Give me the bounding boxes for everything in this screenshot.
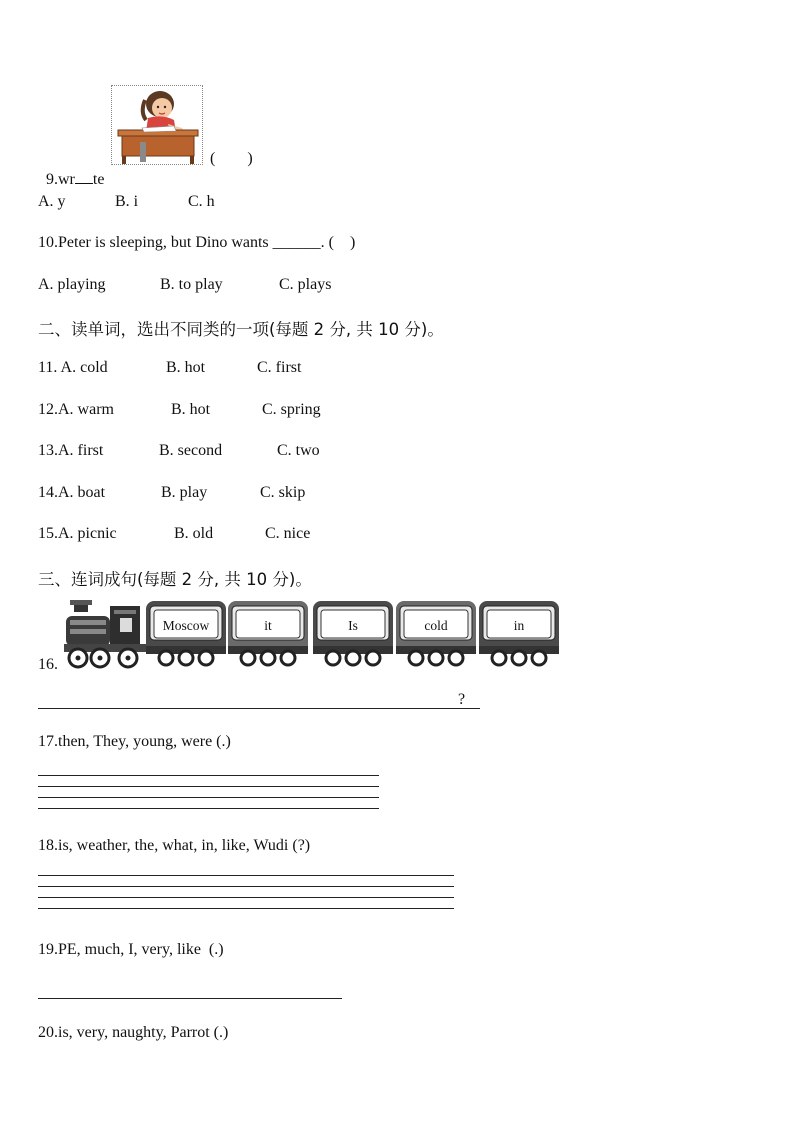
train-car-5 xyxy=(479,601,559,665)
q13-option-c[interactable]: C. two xyxy=(277,442,320,459)
q18-question: 18.is, weather, the, what, in, like, Wudi (?) xyxy=(38,837,311,854)
q14-option-a[interactable]: A. boat xyxy=(58,484,106,501)
q16-number: 16. xyxy=(38,656,58,673)
q9-option-c[interactable]: C. h xyxy=(188,193,215,210)
q17-answer-line-2[interactable] xyxy=(38,786,379,787)
q15-option-b[interactable]: B. old xyxy=(174,525,214,542)
q9-option-b[interactable]: B. i xyxy=(115,193,139,210)
q20-question: 20.is, very, naughty, Parrot (.) xyxy=(38,1024,229,1041)
q17-question: 17.then, They, young, were (.) xyxy=(38,733,231,750)
q13-option-b[interactable]: B. second xyxy=(159,442,223,459)
q18-answer-line-3[interactable] xyxy=(38,897,454,898)
train-car-3 xyxy=(313,601,393,665)
q12-option-a[interactable]: A. warm xyxy=(58,401,114,418)
q12-number: 12. xyxy=(38,401,58,418)
q16-word-5: in xyxy=(513,618,525,633)
q16-answer-line[interactable] xyxy=(38,708,480,709)
q17-answer-line-4[interactable] xyxy=(38,808,379,809)
q9-line xyxy=(38,149,104,190)
q13-number: 13. xyxy=(38,442,58,459)
q11-line xyxy=(38,358,108,378)
q19-question: 19.PE, much, I, very, like (.) xyxy=(38,941,224,958)
q14-line xyxy=(38,483,105,503)
train-car-4 xyxy=(396,601,476,665)
train-car-1 xyxy=(146,601,226,665)
q11-option-b[interactable]: B. hot xyxy=(166,359,206,376)
q15-number: 15. xyxy=(38,525,58,542)
q11-number: 11. xyxy=(38,359,61,376)
train-car-2 xyxy=(228,601,308,665)
q16-question-mark: ? xyxy=(458,691,466,708)
q16-word-4: cold xyxy=(424,618,448,633)
girl-writing-picture xyxy=(111,85,203,165)
q19-answer-line[interactable] xyxy=(38,998,342,999)
q9-answer-paren[interactable]: ( ) xyxy=(210,150,253,167)
q14-option-b[interactable]: B. play xyxy=(161,484,208,501)
q12-option-b[interactable]: B. hot xyxy=(171,401,211,418)
locomotive-icon xyxy=(64,600,146,667)
q15-option-c[interactable]: C. nice xyxy=(265,525,311,542)
train-word-picture xyxy=(62,598,568,674)
q10-option-b[interactable]: B. to play xyxy=(160,276,223,293)
q9-option-a[interactable]: A. y xyxy=(38,193,66,210)
q16-word-2: it xyxy=(264,618,272,633)
q12-option-c[interactable]: C. spring xyxy=(262,401,321,418)
q18-answer-line-2[interactable] xyxy=(38,886,454,887)
section2-heading: 二、读单词，选出不同类的一项(每题 2 分, 共 10 分)。 xyxy=(38,320,444,339)
section3-heading: 三、连词成句(每题 2 分, 共 10 分)。 xyxy=(38,570,312,589)
q11-option-c[interactable]: C. first xyxy=(257,359,302,376)
q10-question: 10.Peter is sleeping, but Dino wants ______. ( ) xyxy=(38,234,356,251)
q18-answer-line-1[interactable] xyxy=(38,875,454,876)
q9-prefix: 9.wr xyxy=(46,171,75,188)
q10-option-c[interactable]: C. plays xyxy=(279,276,332,293)
q12-line xyxy=(38,400,114,420)
q13-option-a[interactable]: A. first xyxy=(58,442,104,459)
q13-line xyxy=(38,441,103,461)
q15-line xyxy=(38,524,117,544)
q17-answer-line-1[interactable] xyxy=(38,775,379,776)
q16-word-3: Is xyxy=(348,618,358,633)
q17-answer-line-3[interactable] xyxy=(38,797,379,798)
q18-answer-line-4[interactable] xyxy=(38,908,454,909)
q11-option-a[interactable]: A. cold xyxy=(60,359,108,376)
q16-word-1: Moscow xyxy=(162,618,210,633)
q14-number: 14. xyxy=(38,484,58,501)
q9-suffix: te xyxy=(92,171,105,188)
q15-option-a[interactable]: A. picnic xyxy=(58,525,117,542)
q10-option-a[interactable]: A. playing xyxy=(38,276,106,293)
q14-option-c[interactable]: C. skip xyxy=(260,484,306,501)
q9-blank[interactable] xyxy=(75,169,93,184)
